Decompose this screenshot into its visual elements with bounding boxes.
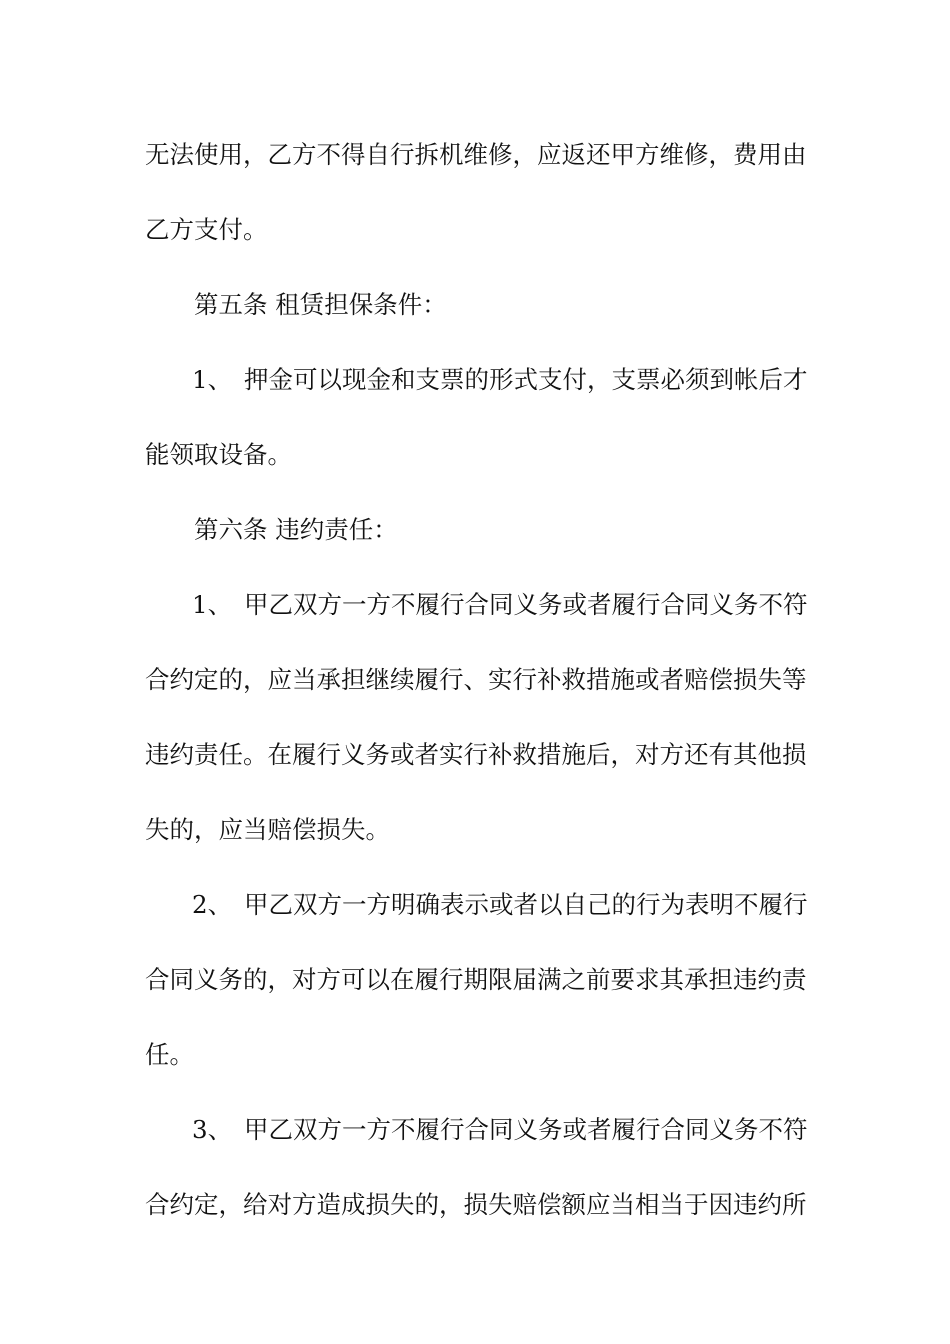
line-text: 押金可以现金和支票的形式支付，支票必须到帐后才: [244, 365, 808, 394]
item-number: 3、: [192, 1115, 233, 1144]
line-text: 任。: [145, 1040, 194, 1069]
line-text: 甲乙双方一方不履行合同义务或者履行合同义务不符: [244, 590, 808, 619]
text-line: [0, 1035, 950, 1075]
section-heading-6: [0, 510, 950, 550]
line-text: 合同义务的，对方可以在履行期限届满之前要求其承担违约责: [145, 965, 807, 994]
heading-text: 第六条 违约责任：: [194, 515, 398, 544]
text-line: [0, 960, 950, 1000]
list-item: [0, 885, 950, 925]
text-line: [0, 435, 950, 475]
text-line: [0, 660, 950, 700]
line-text: 甲乙双方一方明确表示或者以自己的行为表明不履行: [244, 890, 808, 919]
text-line: [0, 735, 950, 775]
line-text: 无法使用，乙方不得自行拆机维修，应返还甲方维修，费用由: [145, 140, 807, 169]
list-item: [0, 585, 950, 625]
text-line: [0, 210, 950, 250]
list-item: [0, 1110, 950, 1150]
text-line: [0, 135, 950, 175]
text-line: [0, 810, 950, 850]
line-text: 失的，应当赔偿损失。: [145, 815, 390, 844]
line-text: 合约定，给对方造成损失的，损失赔偿额应当相当于因违约所: [145, 1190, 807, 1219]
text-line: [0, 1185, 950, 1225]
line-text: 乙方支付。: [145, 215, 268, 244]
list-item: [0, 360, 950, 400]
item-number: 1、: [192, 590, 233, 619]
item-number: 1、: [192, 365, 233, 394]
line-text: 合约定的，应当承担继续履行、实行补救措施或者赔偿损失等: [145, 665, 807, 694]
line-text: 违约责任。在履行义务或者实行补救措施后，对方还有其他损: [145, 740, 807, 769]
line-text: 能领取设备。: [145, 440, 292, 469]
line-text: 甲乙双方一方不履行合同义务或者履行合同义务不符: [244, 1115, 808, 1144]
item-number: 2、: [192, 890, 233, 919]
heading-text: 第五条 租赁担保条件：: [194, 290, 447, 319]
section-heading-5: [0, 285, 950, 325]
